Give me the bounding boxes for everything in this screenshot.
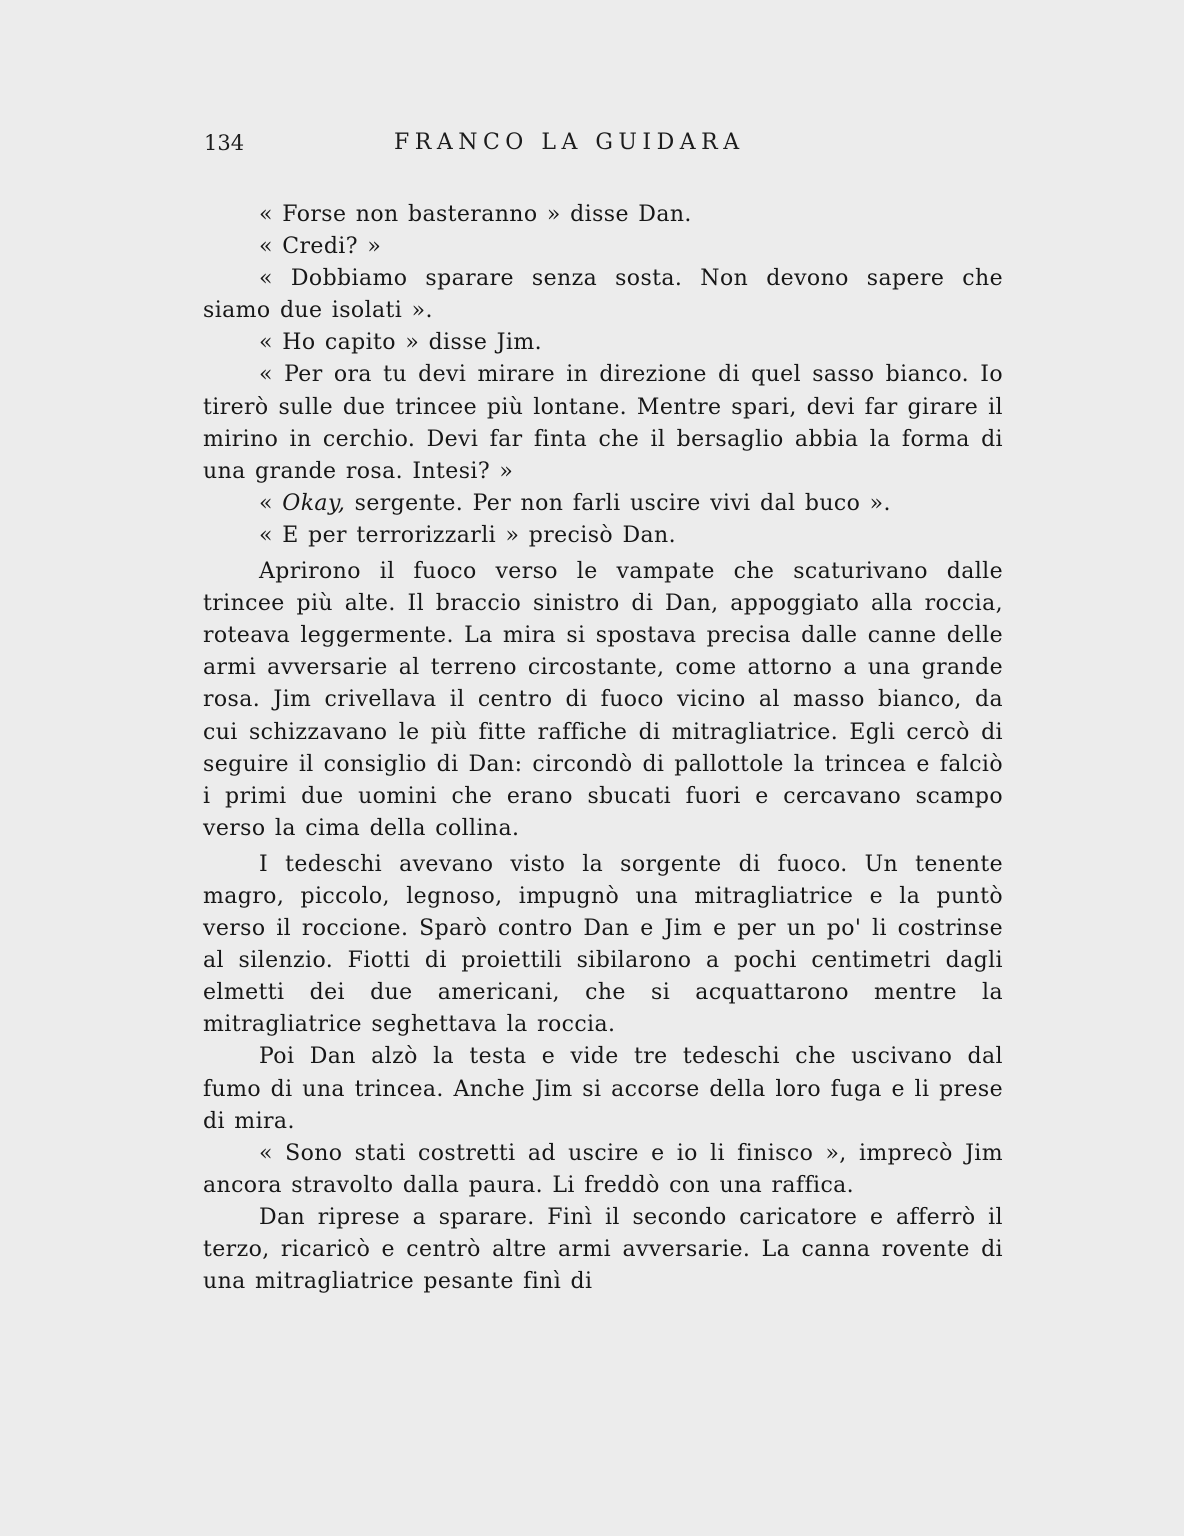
dialogue-line: « Forse non basteranno » disse Dan.: [259, 202, 692, 227]
dialogue-line: « Credi? »: [259, 234, 382, 260]
dialogue-open: «: [259, 490, 283, 516]
narrative-paragraph: Dan riprese a sparare. Finì il secondo caricatore e afferrò il terzo, ricaricò e centrò altre armi avversarie. La canna rovente di una mitragliatrice pesante finì di: [203, 1204, 1003, 1295]
dialogue-line: « Dobbiamo sparare senza sosta. Non devono sapere che siamo due isolati ».: [203, 266, 1003, 324]
italic-word: Okay,: [282, 490, 346, 516]
author-name: FRANCO LA GUIDARA: [394, 130, 745, 155]
running-head: [204, 128, 1004, 164]
dialogue-line: « Ho capito » disse Jim.: [259, 330, 542, 356]
dialogue-line: « Sono stati costretti ad uscire e io li finisco », imprecò Jim ancora stravolto dalla paura. Li freddò con una raffica.: [203, 1140, 1003, 1198]
narrative-paragraph: Poi Dan alzò la testa e vide tre tedeschi che uscivano dal fumo di una trincea. Anche Jim si accorse della loro fuga e li prese di mira.: [203, 1044, 1003, 1134]
page-number: 134: [204, 131, 245, 155]
dialogue-rest: sergente. Per non farli uscire vivi dal buco ».: [345, 490, 891, 516]
dialogue-line: « E per terrorizzarli » precisò Dan.: [259, 522, 676, 548]
narrative-paragraph: I tedeschi avevano visto la sorgente di fuoco. Un tenente magro, piccolo, legnoso, impugnò una mitragliatrice e la puntò verso il roccione. Sparò contro Dan e Jim e per un po' li costrinse al silenzio. Fiotti di proiettili sibilarono a pochi centimetri dagli elmetti dei due americani, che si acquattarono mentre la mitragliatrice seghettava la roccia.: [203, 851, 1003, 1038]
dialogue-line: « Per ora tu devi mirare in direzione di quel sasso bianco. Io tirerò sulle due trincee più lontane. Mentre spari, devi far girare il mirino in cerchio. Devi far finta che il bersaglio abbia la forma di una grande rosa. Intesi? »: [203, 362, 1003, 484]
dialogue-line: [203, 488, 1003, 520]
narrative-paragraph: Aprirono il fuoco verso le vampate che scaturivano dalle trincee più alte. Il braccio sinistro di Dan, appoggiato alla roccia, roteava leggermente. La mira si spostava precisa dalle canne delle armi avversarie al terreno circostante, come attorno a una grande rosa. Jim crivellava il centro di fuoco vicino al masso bianco, da cui schizzavano le più fitte raffiche di mitragliatrice. Egli cercò di seguire il consiglio di Dan: circondò di pallottole la trincea e falciò i primi due uomini che erano sbucati fuori e cercavano scampo verso la cima della collina.: [203, 559, 1003, 841]
body-text: [203, 199, 1003, 1298]
